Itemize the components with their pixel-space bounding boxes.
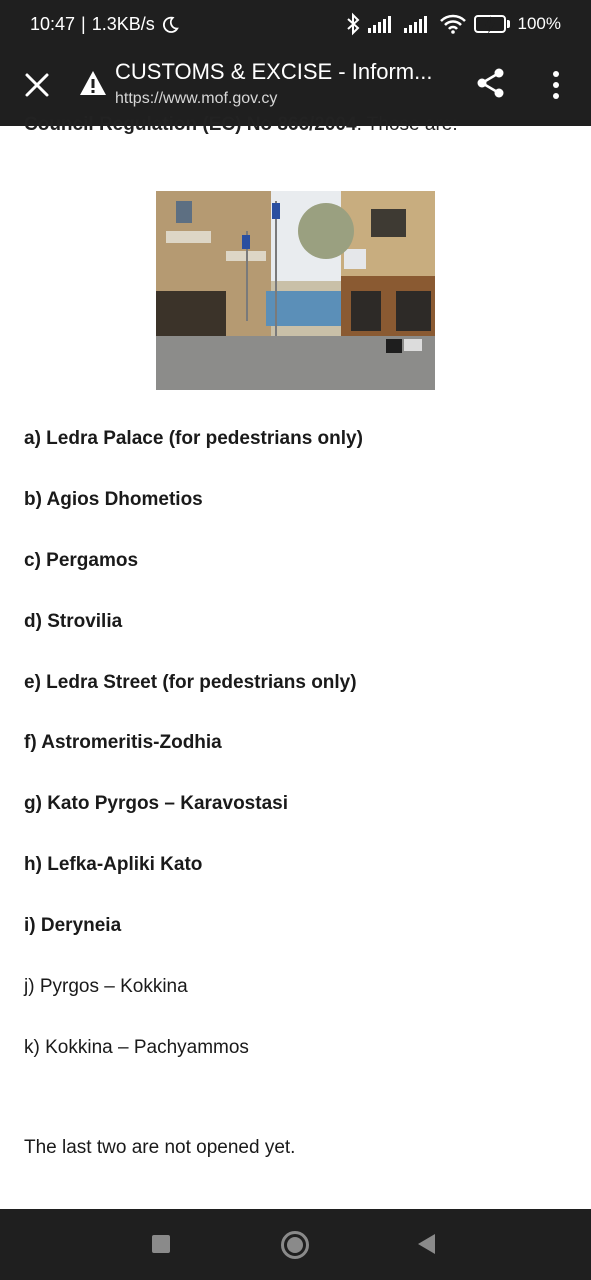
list-item: a) Ledra Palace (for pedestrians only) (24, 428, 363, 449)
signal-icon-sim1 (368, 14, 396, 34)
page-content (0, 114, 591, 1209)
list-item: c) Pergamos (24, 550, 139, 571)
recents-button[interactable] (152, 1235, 170, 1253)
clipped-text: . Those are: (356, 114, 458, 135)
battery-icon (474, 15, 510, 33)
list-item: f) Astromeritis-Zodhia (24, 732, 222, 753)
status-bar (0, 0, 591, 52)
battery-percent: 100% (517, 14, 561, 33)
wifi-icon (440, 14, 466, 34)
home-button[interactable] (281, 1231, 309, 1259)
list-item: d) Strovilia (24, 611, 123, 632)
list-item: k) Kokkina – Pachyammos (24, 1037, 249, 1058)
back-button[interactable] (418, 1234, 435, 1254)
moon-icon (161, 16, 179, 34)
clipped-paragraph (24, 114, 458, 136)
more-options-icon[interactable] (544, 68, 568, 102)
share-icon[interactable] (474, 66, 508, 100)
list-item: i) Deryneia (24, 915, 122, 936)
close-icon[interactable] (20, 68, 54, 102)
signal-icon-sim2 (404, 14, 432, 34)
regulation-reference: Council Regulation (EC) No 866/2004 (24, 114, 357, 135)
system-nav-bar (0, 1209, 591, 1280)
status-left (30, 14, 179, 35)
checkpoint-photo (156, 191, 435, 390)
footnote: The last two are not opened yet. (24, 1137, 296, 1158)
status-net-speed: 1.3KB/s (91, 14, 155, 34)
list-item: b) Agios Dhometios (24, 489, 203, 510)
list-item: h) Lefka-Apliki Kato (24, 854, 203, 875)
bluetooth-icon (346, 13, 360, 35)
page-url: https://www.mof.gov.cy (115, 90, 278, 107)
list-item: e) Ledra Street (for pedestrians only) (24, 672, 357, 693)
status-separator: | (81, 14, 86, 34)
status-time: 10:47 (30, 14, 76, 34)
list-item: g) Kato Pyrgos – Karavostasi (24, 793, 288, 814)
title-block[interactable] (115, 58, 445, 110)
status-right (346, 13, 561, 35)
warning-icon[interactable] (78, 68, 108, 98)
list-item: j) Pyrgos – Kokkina (24, 976, 188, 997)
page-title: CUSTOMS & EXCISE - Inform... (115, 59, 433, 84)
